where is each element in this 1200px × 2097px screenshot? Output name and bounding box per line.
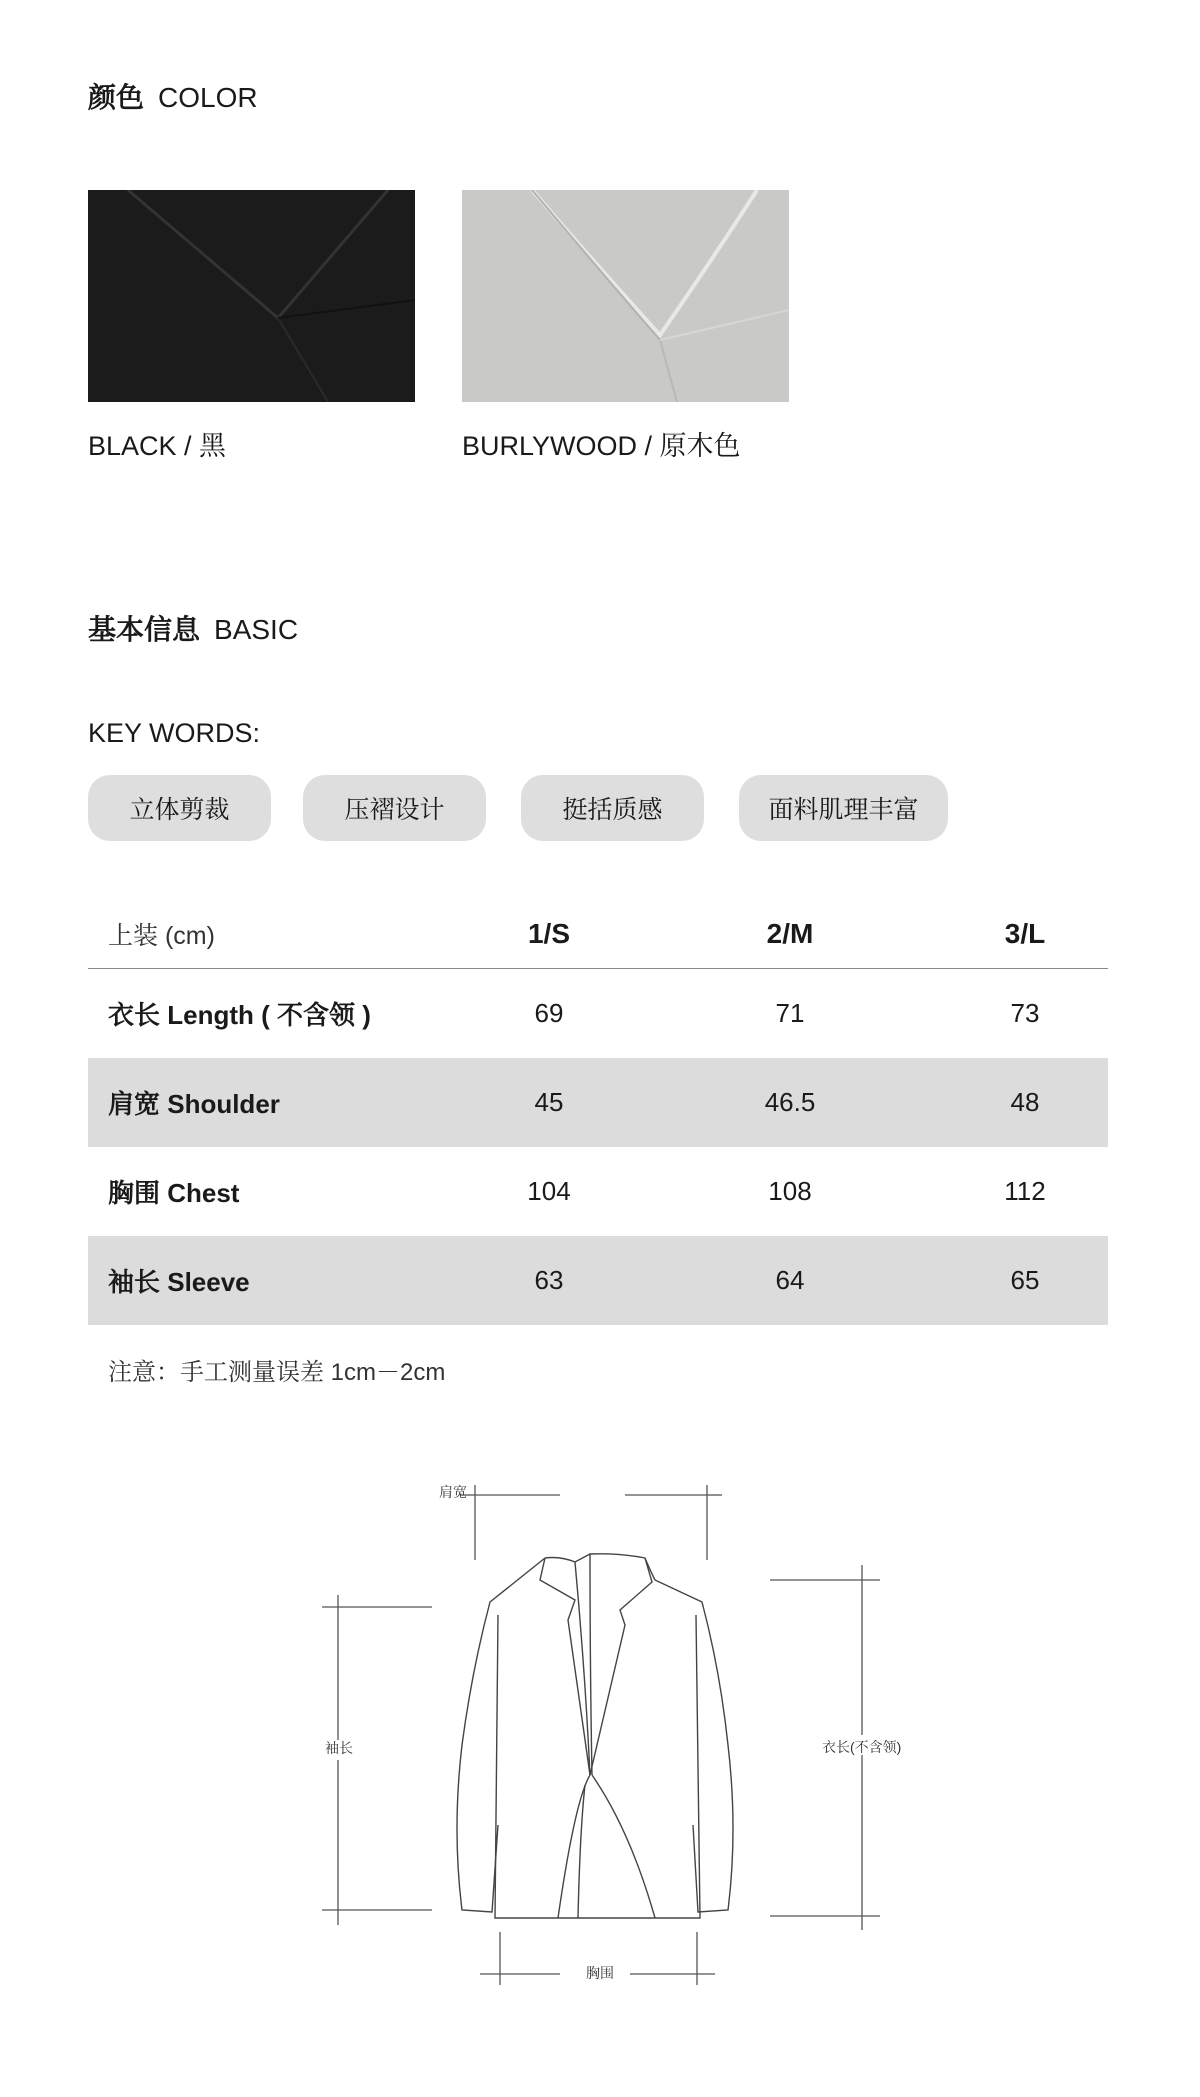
measure-lines [322,1485,880,1985]
header-size-m: 2/M [766,918,814,949]
row-label-sleeve: 袖长 Sleeve [108,1267,250,1297]
row-label-length: 衣长 Length ( 不含领 ) [108,1000,371,1030]
basic-section-title [88,608,298,648]
table-cell: 45 [534,1087,564,1117]
keywords-label: KEY WORDS: [88,718,261,748]
table-cell: 104 [527,1176,571,1206]
table-row [88,1147,1108,1236]
color-title-en: COLOR [158,82,258,113]
keyword-tag: 立体剪裁 [88,775,271,841]
table-cell: 65 [1010,1265,1040,1295]
table-cell: 71 [775,998,805,1028]
black-swatch-label: BLACK / 黑 [88,431,227,461]
basic-title-en: BASIC [214,614,299,645]
size-table [88,900,1108,1325]
basic-title-cn: 基本信息 [88,614,201,645]
black-swatch-image[interactable] [88,190,415,402]
keyword-tag: 挺括质感 [521,775,704,841]
diagram-label-shoulder: 肩宽 [439,1484,467,1500]
table-cell: 63 [534,1265,564,1295]
jacket-outline-drawing [300,1470,940,2000]
table-row [88,969,1108,1058]
diagram-label-length: 衣长(不含领) [822,1739,902,1755]
keyword-tag: 面料肌理丰富 [739,775,948,841]
header-size-s: 1/S [527,918,571,949]
table-cell: 73 [1010,998,1040,1028]
measurement-note: 注意：手工测量误差 1cm－2cm [108,1359,446,1386]
table-cell: 69 [534,998,564,1028]
diagram-label-chest: 胸围 [586,1965,614,1981]
table-cell: 108 [768,1176,812,1206]
burlywood-swatch-image[interactable] [462,190,789,402]
keyword-tag: 压褶设计 [303,775,486,841]
row-label-shoulder: 肩宽 Shoulder [108,1089,280,1119]
diagram-label-sleeve: 袖长 [325,1740,353,1756]
size-table-header [88,900,1108,969]
color-title-cn: 颜色 [88,82,145,113]
table-row [88,1236,1108,1325]
table-cell: 64 [775,1265,805,1295]
header-size-l: 3/L [1004,918,1046,949]
table-cell: 112 [1004,1176,1046,1206]
table-cell: 46.5 [764,1087,816,1117]
row-label-chest: 胸围 Chest [108,1178,240,1208]
burlywood-swatch-label: BURLYWOOD / 原木色 [462,431,741,461]
table-row [88,1058,1108,1147]
header-unit: 上装 (cm) [108,922,215,950]
table-cell: 48 [1010,1087,1040,1117]
jacket-outline [457,1554,733,1918]
color-section-title [88,76,258,116]
jacket-measurement-diagram [300,1470,940,2000]
